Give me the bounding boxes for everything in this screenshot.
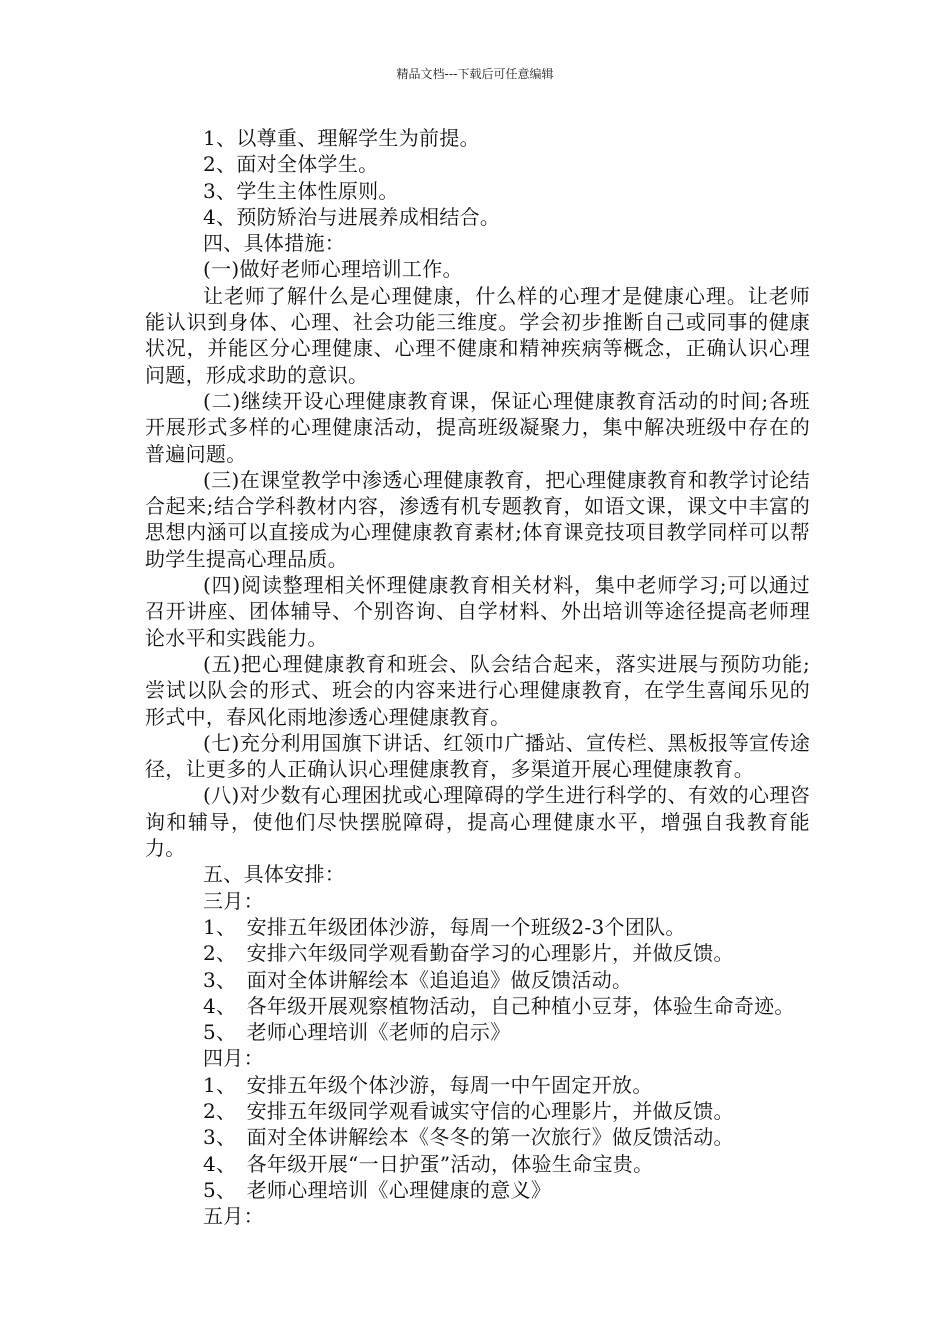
paragraph-principle-1: 1、以尊重、理解学生为前提。 xyxy=(203,126,480,150)
document-body xyxy=(145,125,810,1229)
measure-7: (七)充分利用国旗下讲话、红领巾广播站、宣传栏、黑板报等宣传途径，让更多的人正确认识心理健康教育，多渠道开展心理健康教育。 xyxy=(145,730,810,782)
measure-4: (四)阅读整理相关怀理健康教育相关材料，集中老师学习;可以通过召开讲座、团体辅导、个别咨询、自学材料、外出培训等途径提高老师理论水平和实践能力。 xyxy=(145,573,810,650)
page-header: 精品文档---下载后可任意编辑 xyxy=(396,67,554,81)
march-item-1: 1、 安排五年级团体沙游，每周一个班级2-3个团队。 xyxy=(203,914,686,939)
march-item-2: 2、 安排六年级同学观看勤奋学习的心理影片，并做反馈。 xyxy=(203,941,734,966)
section-heading-measures: 四、具体措施： xyxy=(203,231,346,256)
april-item-1: 1、 安排五年级个体沙游，每周一中午固定开放。 xyxy=(203,1072,653,1097)
paragraph-principle-3: 3、学生主体性原则。 xyxy=(203,178,399,203)
march-item-4: 4、 各年级开展观察植物活动，自己种植小豆芽，体验生命奇迹。 xyxy=(203,993,795,1018)
measure-3: (三)在课堂教学中渗透心理健康教育，把心理健康教育和教学讨论结合起来;结合学科教材内容，渗透有机专题教育，如语文课，课文中丰富的思想内涵可以直接成为心理健康教育素材;体育课竞技项目教学同样可以帮助学生提高心理品质。 xyxy=(145,467,810,571)
month-april: 四月： xyxy=(203,1046,264,1071)
april-item-5: 5、 老师心理培训《心理健康的意义》 xyxy=(203,1177,552,1202)
measure-2: (二)继续开设心理健康教育课，保证心理健康教育活动的时间;各班开展形式多样的心理健康活动，提高班级凝聚力，集中解决班级中存在的普遍问题。 xyxy=(145,388,810,466)
section-heading-schedule: 五、具体安排： xyxy=(203,862,346,887)
measure-1-body: 让老师了解什么是心理健康，什么样的心理才是健康心理。让老师能认识到身体、心理、社会功能三维度。学会初步推断自己或同事的健康状况，并能区分心理健康、心理不健康和精神疾病等概念，正确认识心理问题，形成求助的意识。 xyxy=(145,283,810,387)
month-march: 三月： xyxy=(203,888,264,913)
measure-8: (八)对少数有心理困扰或心理障碍的学生进行科学的、有效的心理咨询和辅导，使他们尽快摆脱障碍，提高心理健康水平，增强自我教育能力。 xyxy=(145,783,810,861)
march-item-5: 5、 老师心理培训《老师的启示》 xyxy=(203,1020,511,1045)
paragraph-principle-2: 2、面对全体学生。 xyxy=(203,152,379,177)
paragraph-principle-4: 4、预防矫治与进展养成相结合。 xyxy=(203,204,501,229)
april-item-3: 3、 面对全体讲解绘本《冬冬的第一次旅行》做反馈活动。 xyxy=(203,1125,734,1150)
april-item-2: 2、 安排五年级同学观看诚实守信的心理影片，并做反馈。 xyxy=(203,1098,734,1123)
measure-1-heading: (一)做好老师心理培训工作。 xyxy=(203,257,463,282)
april-item-4: 4、 各年级开展“一日护蛋”活动，体验生命宝贵。 xyxy=(203,1151,654,1176)
measure-5: (五)把心理健康教育和班会、队会结合起来，落实进展与预防功能;尝试以队会的形式、班会的内容来进行心理健康教育，在学生喜闻乐见的形式中，春风化雨地渗透心理健康教育。 xyxy=(145,651,810,729)
march-item-3: 3、 面对全体讲解绘本《追追追》做反馈活动。 xyxy=(203,967,633,992)
month-may: 五月： xyxy=(203,1204,264,1229)
